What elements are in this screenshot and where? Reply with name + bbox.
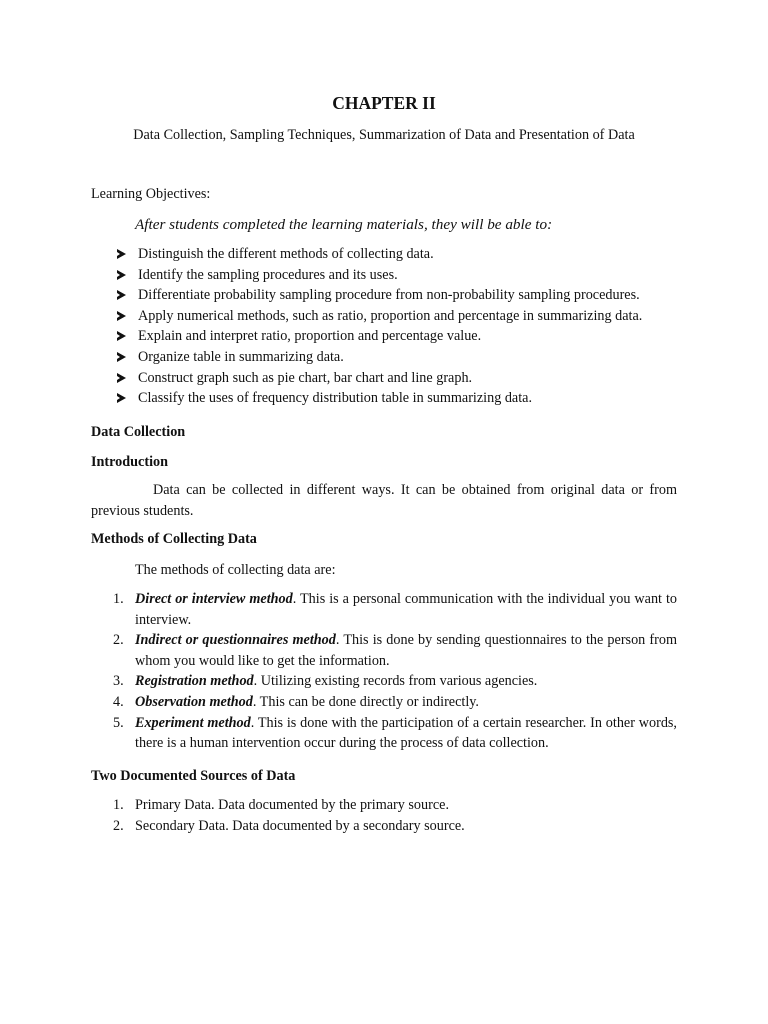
learning-objectives-intro: After students completed the learning materials, they will be able to:	[135, 216, 553, 233]
method-term: Observation method	[135, 693, 253, 710]
list-number: 2.	[113, 632, 124, 649]
method-text: . This is done with the participation of a certain researcher. In other words, there is a human intervention occur during the process of data collection.	[135, 714, 677, 752]
objective-text: Differentiate probability sampling procedure from non-probability sampling procedures.	[138, 287, 640, 304]
arrow-bullet-icon	[117, 311, 126, 321]
arrow-bullet-icon	[117, 270, 126, 280]
objective-text: Classify the uses of frequency distribution table in summarizing data.	[138, 390, 533, 407]
methods-list	[91, 589, 677, 754]
introduction-heading: Introduction	[91, 454, 168, 470]
list-number: 1.	[113, 797, 124, 813]
method-text: . Utilizing existing records from various agencies.	[253, 673, 538, 690]
objective-item	[117, 265, 697, 286]
objective-text: Construct graph such as pie chart, bar chart and line graph.	[138, 369, 473, 386]
method-item	[91, 713, 677, 754]
source-text: Secondary Data. Data documented by a secondary source.	[135, 817, 465, 834]
chapter-subtitle: Data Collection, Sampling Techniques, Summarization of Data and Presentation of Data	[133, 127, 635, 143]
learning-objectives-heading: Learning Objectives:	[91, 186, 211, 202]
method-text: . This is done by sending questionnaires to the person from whom you would like to get the information.	[135, 632, 677, 669]
source-item	[91, 816, 677, 837]
list-number: 3.	[113, 673, 124, 690]
sources-heading: Two Documented Sources of Data	[91, 768, 296, 784]
method-term: Registration method	[135, 673, 254, 690]
introduction-paragraph	[91, 480, 677, 521]
objective-text: Distinguish the different methods of collecting data.	[138, 246, 434, 262]
list-number: 2.	[113, 817, 124, 834]
method-term: Direct or interview method	[135, 591, 293, 607]
arrow-bullet-icon	[117, 393, 126, 403]
objective-item	[117, 347, 697, 368]
objective-item	[117, 306, 697, 327]
source-item	[91, 795, 677, 816]
sources-list	[91, 795, 677, 836]
list-number: 1.	[113, 591, 124, 607]
objectives-list	[117, 244, 697, 409]
objective-item	[117, 388, 697, 409]
list-number: 4.	[113, 693, 124, 710]
objective-text: Organize table in summarizing data.	[138, 348, 344, 365]
chapter-title: CHAPTER II	[332, 93, 436, 113]
objective-text: Explain and interpret ratio, proportion and percentage value.	[138, 328, 482, 345]
methods-heading: Methods of Collecting Data	[91, 531, 257, 547]
arrow-bullet-icon	[117, 249, 126, 259]
method-item	[91, 692, 677, 713]
objective-text: Apply numerical methods, such as ratio, proportion and percentage in summarizing data.	[138, 307, 643, 324]
objective-text: Identify the sampling procedures and its uses.	[138, 266, 398, 283]
method-item	[91, 589, 677, 630]
objective-item	[117, 326, 697, 347]
list-number: 5.	[113, 714, 124, 731]
arrow-bullet-icon	[117, 373, 126, 383]
objective-item	[117, 368, 697, 389]
method-text: . This can be done directly or indirectly.	[252, 693, 479, 710]
source-text: Primary Data. Data documented by the primary source.	[135, 797, 449, 813]
arrow-bullet-icon	[117, 290, 126, 300]
arrow-bullet-icon	[117, 352, 126, 362]
method-text: . This is a personal communication with the individual you want to interview.	[135, 591, 678, 628]
method-item	[91, 630, 677, 671]
objective-item	[117, 244, 697, 265]
data-collection-heading: Data Collection	[91, 424, 186, 440]
introduction-text: Data can be collected in different ways. It can be obtained from original data or from previous students.	[91, 482, 677, 519]
methods-lead: The methods of collecting data are:	[135, 562, 336, 578]
arrow-bullet-icon	[117, 331, 126, 341]
method-term: Indirect or questionnaires method	[135, 632, 336, 649]
method-item	[91, 671, 677, 692]
objective-item	[117, 285, 697, 306]
method-term: Experiment method	[135, 714, 251, 731]
